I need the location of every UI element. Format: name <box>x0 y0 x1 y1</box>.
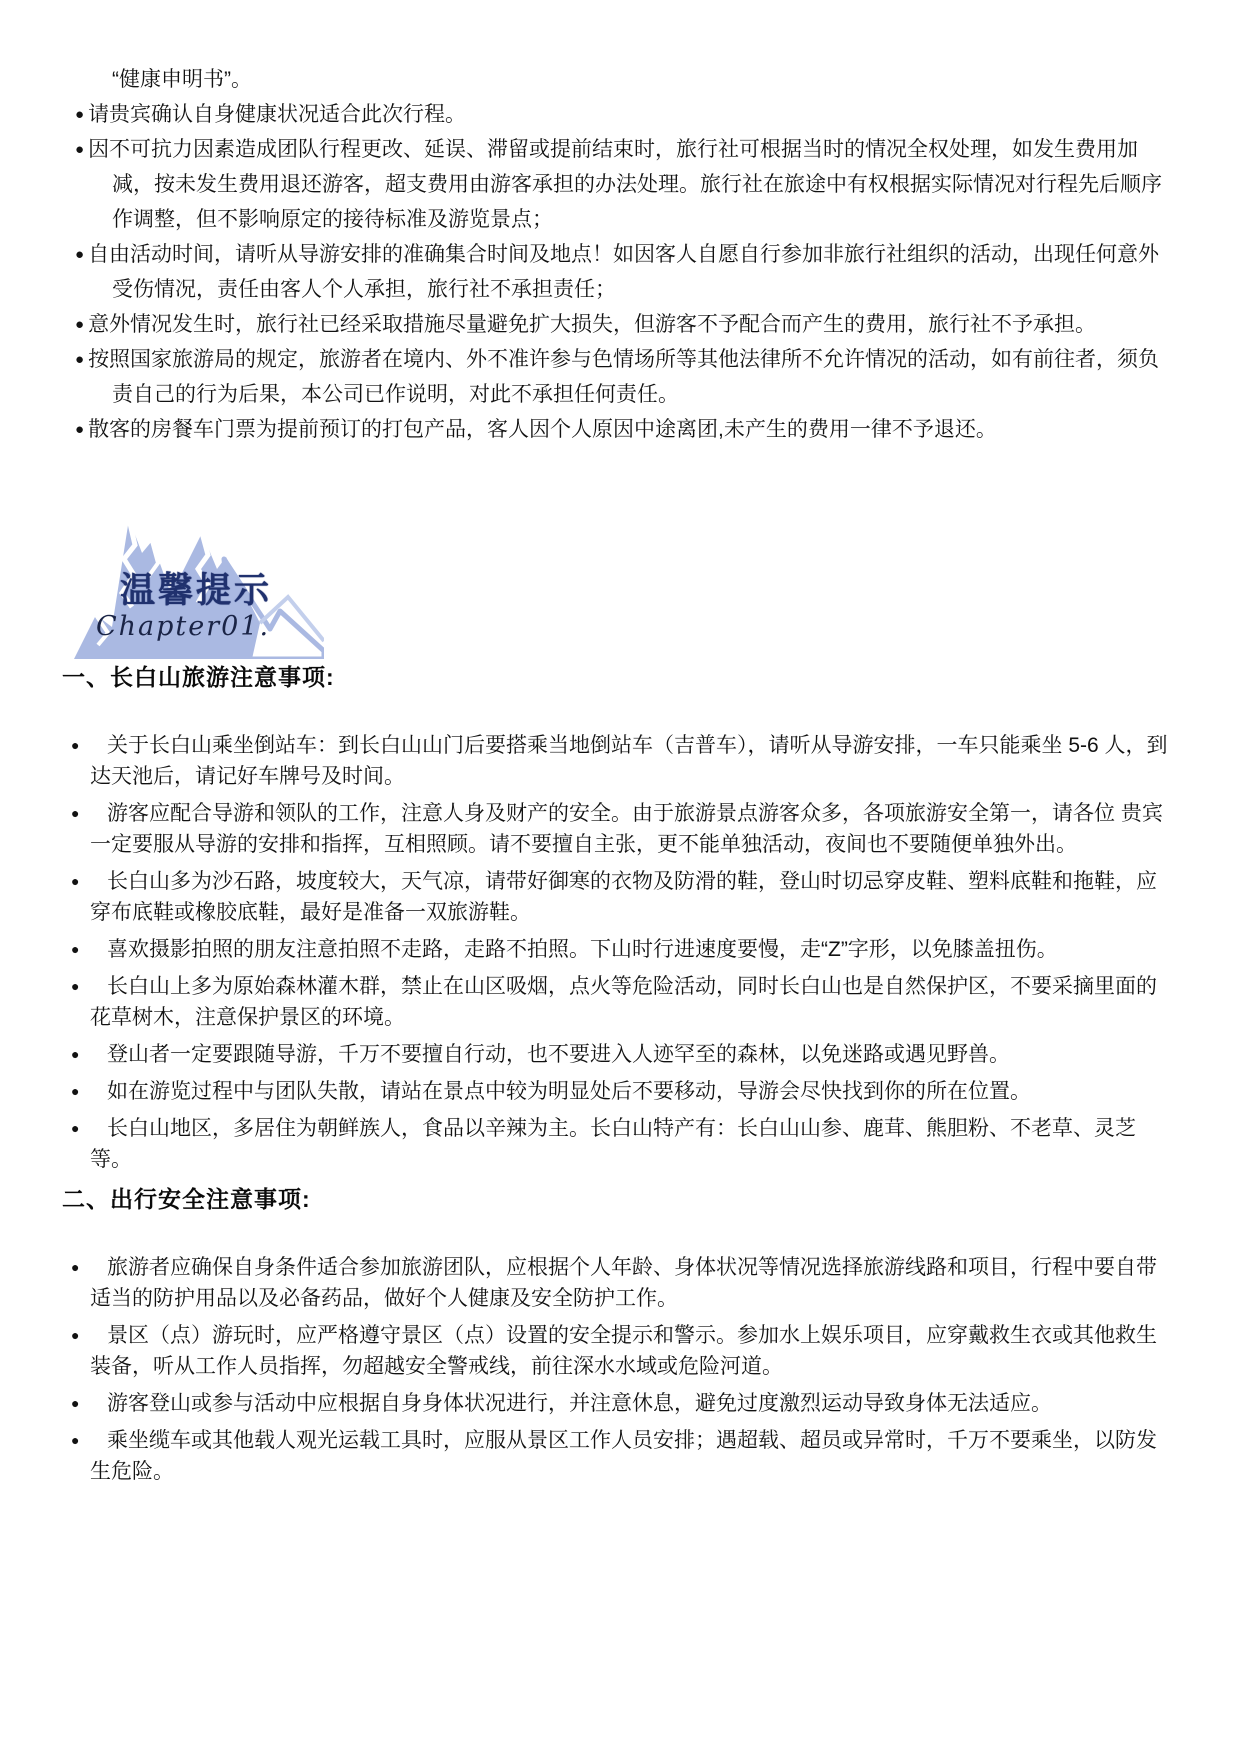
changbaishan-note-item: ● 长白山地区，多居住为朝鲜族人，食品以辛辣为主。长白山特产有：长白山山参、鹿茸、熊胆粉、不老草、灵芝等。 <box>62 1113 1168 1175</box>
section-1-heading: 一、长白山旅游注意事项: <box>62 664 335 690</box>
safety-notes-list <box>62 1252 1168 1487</box>
section-2-heading: 二、出行安全注意事项: <box>62 1186 311 1212</box>
logo-chapter-label: Chapter01. <box>96 611 271 642</box>
intro-continuation-line: “健康申明书”。 <box>112 68 252 91</box>
general-notice-item: ● 因不可抗力因素造成团队行程更改、延误、滞留或提前结束时，旅行社可根据当时的情况全权处理，如发生费用加减，按未发生费用退还游客，超支费用由游客承担的办法处理。旅行社在旅途中有权根据实际情况对行程先后顺序作调整，但不影响原定的接待标准及游览景点； <box>62 132 1168 237</box>
safety-note-item: ● 乘坐缆车或其他载人观光运载工具时，应服从景区工作人员安排；遇超载、超员或异常时，千万不要乘坐，以防发生危险。 <box>62 1425 1168 1487</box>
section-changbaishan-notes <box>62 659 1168 1175</box>
warm-tips-logo <box>74 511 324 659</box>
changbaishan-notes-list <box>62 730 1168 1175</box>
general-notice-item: ● 自由活动时间，请听从导游安排的准确集合时间及地点！如因客人自愿自行参加非旅行社组织的活动，出现任何意外受伤情况，责任由客人个人承担，旅行社不承担责任； <box>62 237 1168 307</box>
general-notice-item: ● 意外情况发生时，旅行社已经采取措施尽量避免扩大损失，但游客不予配合而产生的费用，旅行社不予承担。 <box>62 307 1168 342</box>
changbaishan-note-item: ● 游客应配合导游和领队的工作，注意人身及财产的安全。由于旅游景点游客众多，各项旅游安全第一，请各位 贵宾一定要服从导游的安排和指挥，互相照顾。请不要擅自主张，更不能单独活动，夜间也不要随便单独外出。 <box>62 798 1168 860</box>
changbaishan-note-item: ● 喜欢摄影拍照的朋友注意拍照不走路，走路不拍照。下山时行进速度要慢，走“Z”字形，以免膝盖扭伤。 <box>62 934 1168 965</box>
changbaishan-note-item: ● 登山者一定要跟随导游，千万不要擅自行动，也不要进入人迹罕至的森林，以免迷路或遇见野兽。 <box>62 1039 1168 1070</box>
logo-title: 温馨提示 <box>120 571 273 610</box>
changbaishan-note-item: ● 如在游览过程中与团队失散，请站在景点中较为明显处后不要移动，导游会尽快找到你的所在位置。 <box>62 1076 1168 1107</box>
general-notice-item: ● 请贵宾确认自身健康状况适合此次行程。 <box>62 97 1168 132</box>
general-notice-list <box>62 97 1168 447</box>
changbaishan-note-item: ● 长白山多为沙石路，坡度较大，天气凉，请带好御寒的衣物及防滑的鞋，登山时切忌穿皮鞋、塑料底鞋和拖鞋，应穿布底鞋或橡胶底鞋，最好是准备一双旅游鞋。 <box>62 866 1168 928</box>
general-notice-item: ● 按照国家旅游局的规定，旅游者在境内、外不准许参与色情场所等其他法律所不允许情况的活动，如有前往者，须负责自己的行为后果，本公司已作说明，对此不承担任何责任。 <box>62 342 1168 412</box>
general-notice-item: ● 散客的房餐车门票为提前预订的打包产品，客人因个人原因中途离团,未产生的费用一律不予退还。 <box>62 412 1168 447</box>
safety-note-item: ● 游客登山或参与活动中应根据自身身体状况进行，并注意休息，避免过度激烈运动导致身体无法适应。 <box>62 1388 1168 1419</box>
safety-note-item: ● 旅游者应确保自身条件适合参加旅游团队，应根据个人年龄、身体状况等情况选择旅游线路和项目，行程中要自带适当的防护用品以及必备药品，做好个人健康及安全防护工作。 <box>62 1252 1168 1314</box>
changbaishan-note-item: ● 长白山上多为原始森林灌木群，禁止在山区吸烟，点火等危险活动，同时长白山也是自然保护区，不要采摘里面的花草树木，注意保护景区的环境。 <box>62 971 1168 1033</box>
changbaishan-note-item: ● 关于长白山乘坐倒站车：到长白山山门后要搭乘当地倒站车（吉普车），请听从导游安排，一车只能乘坐 5-6 人，到达天池后，请记好车牌号及时间。 <box>62 730 1168 792</box>
safety-note-item: ● 景区（点）游玩时，应严格遵守景区（点）设置的安全提示和警示。参加水上娱乐项目，应穿戴救生衣或其他救生装备，听从工作人员指挥，勿超越安全警戒线，前往深水水域或危险河道。 <box>62 1320 1168 1382</box>
section-safety-notes <box>62 1181 1168 1487</box>
